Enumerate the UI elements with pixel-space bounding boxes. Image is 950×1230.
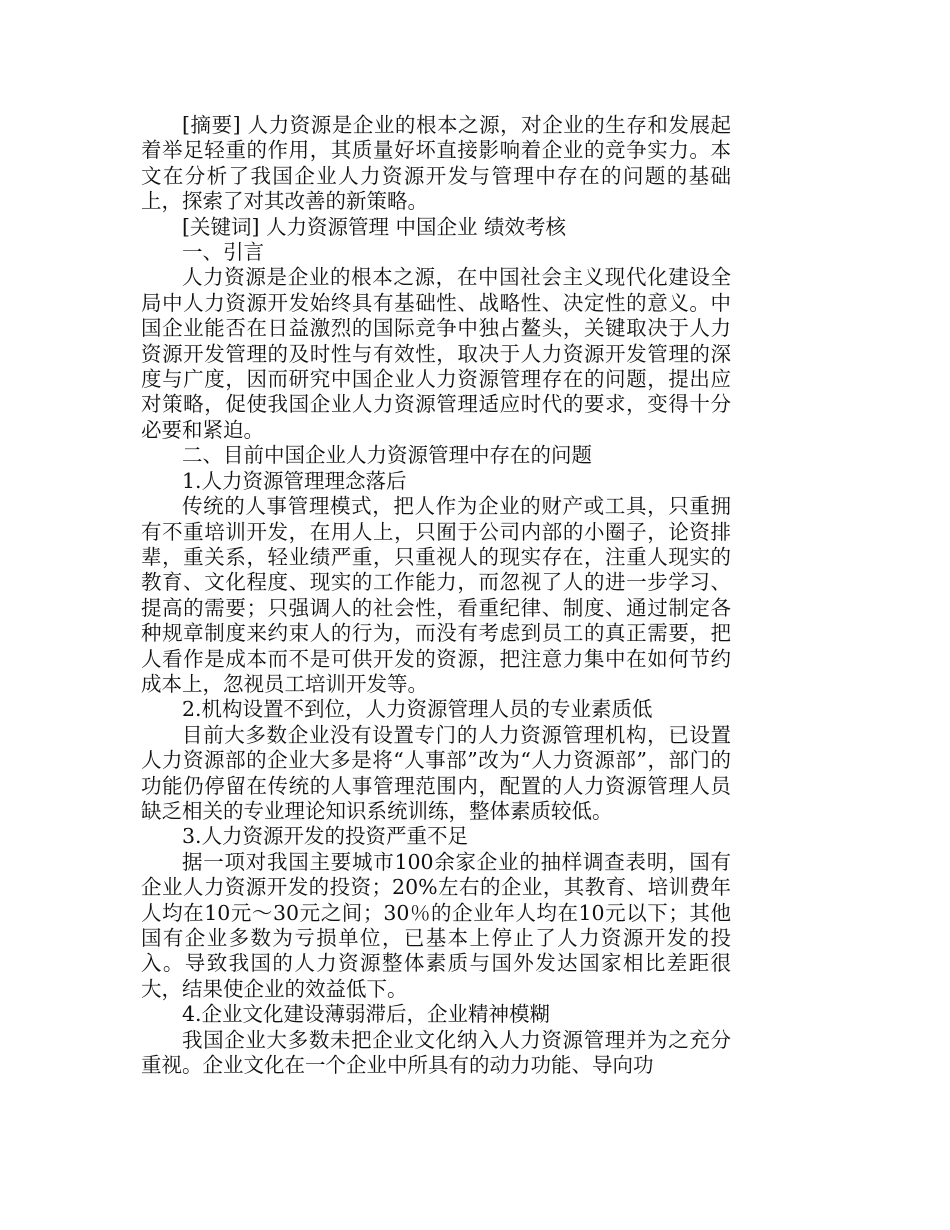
item-2-paragraph: 目前大多数企业没有设置专门的人力资源管理机构，已设置人力资源部的企业大多是将“人事部”改为“人力资源部”，部门的功能仍停留在传统的人事管理范围内，配置的人力资源管理人员缺乏相关的专业理论知识系统训练，整体素质较低。 (141, 722, 731, 823)
item-3-heading: 3.人力资源开发的投资严重不足 (182, 824, 469, 849)
item-1-heading: 1.人力资源管理理念落后 (182, 468, 407, 493)
item-1-paragraph: 传统的人事管理模式，把人作为企业的财产或工具，只重拥有不重培训开发，在用人上，只囿于公司内部的小圈子，论资排辈，重关系，轻业绩严重，只重视人的现实存在，注重人现实的教育、文化程度、现实的工作能力，而忽视了人的进一步学习、提高的需要；只强调人的社会性，看重纪律、制度、通过制定各种规章制度来约束人的行为，而没有考虑到员工的真正需要，把人看作是成本而不是可供开发的资源，把注意力集中在如何节约成本上，忽视员工培训开发等。 (141, 494, 731, 696)
document-page (141, 113, 731, 1078)
abstract-paragraph: [摘要] 人力资源是企业的根本之源，对企业的生存和发展起着举足轻重的作用，其质量好坏直接影响着企业的竞争实力。本文在分析了我国企业人力资源开发与管理中存在的问题的基础上，探索了对其改善的新策略。 (141, 113, 731, 214)
section-2-heading: 二、目前中国企业人力资源管理中存在的问题 (182, 443, 592, 468)
section-1-heading: 一、引言 (182, 240, 264, 265)
item-4-heading: 4.企业文化建设薄弱滞后，企业精神模糊 (182, 1002, 551, 1027)
section-1-paragraph: 人力资源是企业的根本之源，在中国社会主义现代化建设全局中人力资源开发始终具有基础性、战略性、决定性的意义。中国企业能否在日益激烈的国际竞争中独占鳌头，关键取决于人力资源开发管理的及时性与有效性，取决于人力资源开发管理的深度与广度，因而研究中国企业人力资源管理存在的问题，提出应对策略，促使我国企业人力资源管理适应时代的要求，变得十分必要和紧迫。 (141, 265, 731, 442)
keywords-line: [关键词] 人力资源管理 中国企业 绩效考核 (182, 214, 567, 239)
item-4-paragraph: 我国企业大多数未把企业文化纳入人力资源管理并为之充分重视。企业文化在一个企业中所具有的动力功能、导向功 (141, 1027, 731, 1078)
item-3-paragraph: 据一项对我国主要城市100余家企业的抽样调查表明，国有企业人力资源开发的投资；20%左右的企业，其教育、培训费年人均在10元～30元之间；30％的企业年人均在10元以下；其他国有企业多数为亏损单位，已基本上停止了人力资源开发的投入。导致我国的人力资源整体素质与国外发达国家相比差距很大，结果使企业的效益低下。 (141, 849, 731, 1001)
item-2-heading: 2.机构设置不到位，人力资源管理人员的专业素质低 (182, 697, 653, 722)
